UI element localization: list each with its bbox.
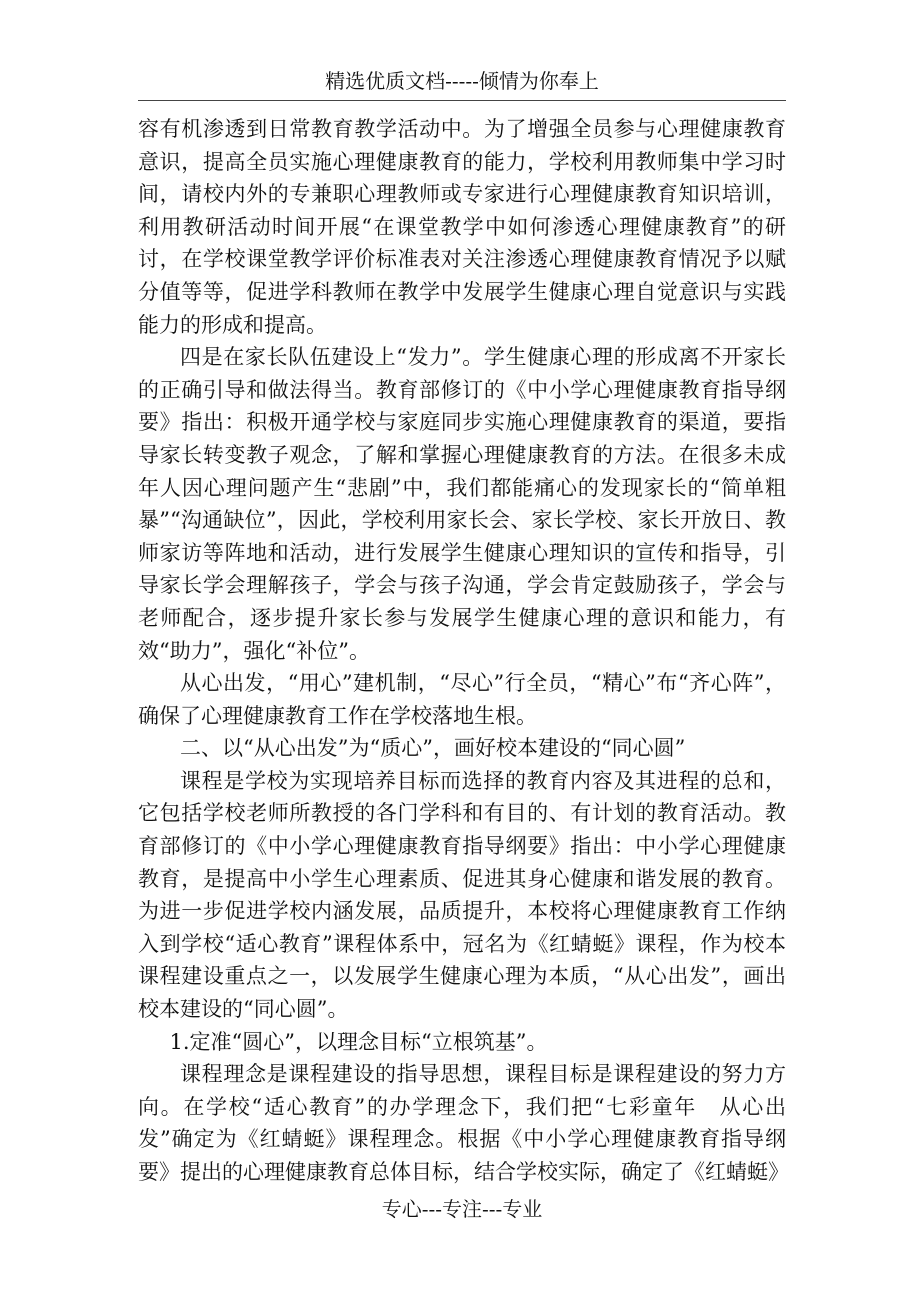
- paragraph-parents: 四是在家长队伍建设上“发力”。学生健康心理的形成离不开家长的正确引导和做法得当。教育部修订的《中小学心理健康教育指导纲要》指出：积极开通学校与家庭同步实施心理健康教育的渠道，要指导家长转变教子观念，了解和掌握心理健康教育的方法。在很多未成年人因心理问题产生“悲剧”中，我们都能痛心的发现家长的“简单粗暴”“沟通缺位”，因此，学校利用家长会、家长学校、家长开放日、教师家访等阵地和活动，进行发展学生健康心理知识的宣传和指导，引导家长学会理解孩子，学会与孩子沟通，学会肯定鼓励孩子，学会与老师配合，逐步提升家长参与发展学生健康心理的意识和能力，有效“助力”，强化“补位”。: [138, 345, 786, 663]
- subheading-one: 1.定准“圆心”，以理念目标“立根筑基”。: [169, 1029, 548, 1054]
- paragraph-curriculum: 课程是学校为实现培养目标而选择的教育内容及其进程的总和，它包括学校老师所教授的各门学科和有目的、有计划的教育活动。教育部修订的《中小学心理健康教育指导纲要》指出：中小学心理健康教育，是提高中小学生心理素质、促进其身心健康和谐发展的教育。为进一步促进学校内涵发展，品质提升，本校将心理健康教育工作纳入到学校“适心教育”课程体系中，冠名为《红蜻蜓》课程，作为校本课程建设重点之一，以发展学生健康心理为本质，“从心出发”，画出校本建设的“同心圆”。: [138, 768, 786, 1022]
- page-header: [138, 66, 786, 101]
- footer-text: 专心---专注---专业: [381, 1197, 543, 1221]
- section-heading-two: 二、以“从心出发”为“质心”，画好校本建设的“同心圆”: [180, 736, 686, 761]
- header-title: 精选优质文档-----倾情为你奉上: [325, 69, 599, 93]
- page-footer: [138, 1194, 786, 1224]
- paragraph-continuation: 容有机渗透到日常教育教学活动中。为了增强全员参与心理健康教育意识，提高全员实施心理健康教育的能力，学校利用教师集中学习时间，请校内外的专兼职心理教师或专家进行心理健康教育知识培训，利用教研活动时间开展“在课堂教学中如何渗透心理健康教育”的研讨，在学校课堂教学评价标准表对关注渗透心理健康教育情况予以赋分值等等，促进学科教师在教学中发展学生健康心理自觉意识与实践能力的形成和提高。: [138, 117, 786, 337]
- paragraph-summary: 从心出发，“用心”建机制，“尽心”行全员，“精心”布“齐心阵”，确保了心理健康教育工作在学校落地生根。: [138, 671, 786, 728]
- paragraph-concept: 课程理念是课程建设的指导思想，课程目标是课程建设的努力方向。在学校“适心教育”的办学理念下，我们把“七彩童年 从心出发”确定为《红蜻蜓》课程理念。根据《中小学心理健康教育指导纲要》提出的心理健康教育总体目标，结合学校实际，确定了《红蜻蜓》: [138, 1062, 789, 1184]
- document-body: [138, 113, 789, 1189]
